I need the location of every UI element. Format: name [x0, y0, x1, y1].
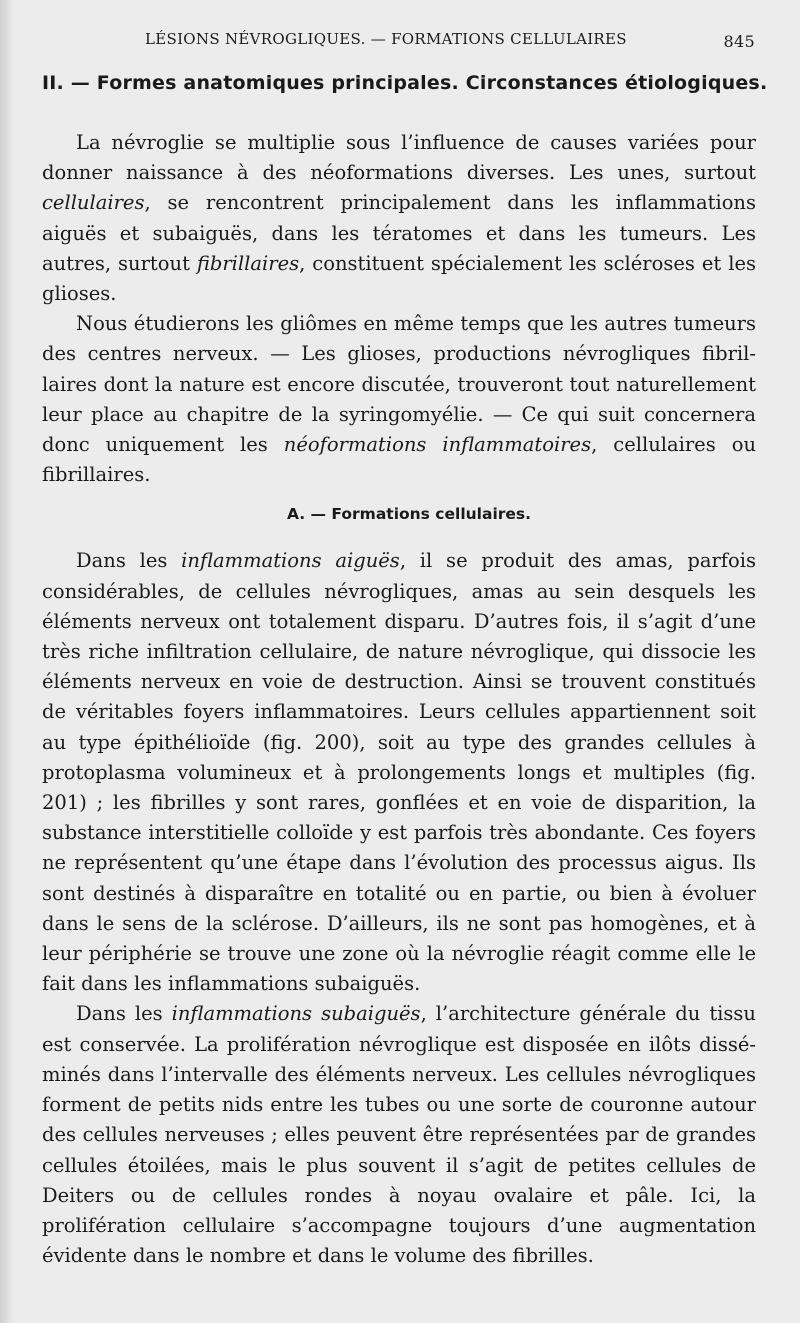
paragraph-4-text-a: Dans les: [76, 1002, 172, 1026]
paragraph-1-italic-cellulaires: cellulaires: [42, 191, 145, 215]
paragraph-2-text-a: Nous étudierons les gliômes en même temps que les autres tumeurs des centres nerveux. — Les glioses, productions névrogliques fibrillaires dont la nature est encore discutée, trouveront tout naturellement leur place au chapitre de la syringomyélie. — Ce qui suit concernera donc uniquement les: [42, 312, 756, 457]
paragraph-1-text-a: La névroglie se multiplie sous l’influence de causes variées pour donner naissance à des néoformations diverses. Les unes, surtout: [42, 131, 756, 185]
paragraph-3-text-a: Dans les: [76, 549, 182, 573]
paragraph-2-italic-neoformations: néoformations inflammatoires: [283, 433, 592, 457]
subsection-heading: A. — Formations cellulaires.: [286, 505, 532, 524]
paragraph-1-text-e: , constituent spécialement les scléroses et les glioses.: [42, 251, 756, 306]
paragraph-2-text-c: , cellulaires ou fibrillaires.: [42, 433, 757, 487]
paragraph-1-text-c: , se rencontrent principalement dans les inflammations aiguës et subaiguës, dans les tératomes et dans les tumeurs. Les autres, surtout: [42, 191, 756, 275]
paragraph-4-italic-inflammations-subaigues: inflammations subaiguës: [171, 1002, 421, 1026]
paragraph-3: [42, 546, 756, 999]
paragraph-1: [42, 128, 756, 309]
paragraph-2: [42, 309, 756, 490]
running-title: LÉSIONS NÉVROGLIQUES. — FORMATIONS CELLULAIRES: [145, 30, 627, 48]
paragraph-4: [42, 999, 756, 1271]
paragraph-1-italic-fibrillaires: fibrillaires: [196, 251, 300, 275]
page-number: 845: [723, 32, 755, 51]
section-heading: II. — Formes anatomiques principales. Circonstances étiologiques.: [42, 72, 768, 94]
paragraph-3-text-c: , il se produit des amas, parfois considérables, de cellules névrogliques, amas au sein desquels les éléments nerveux ont totalement disparu. D’autres fois, il s’agit d’une très riche infiltration cellulaire, de nature névroglique, qui dissocie les éléments nerveux en voie de destruction. Ainsi se trouvent constitués de véritables foyers inflammatoires. Leurs cellules appartiennent soit au type épithélioïde (fig. 200), soit au type des grandes cellules à protoplasma volumineux et à prolongements longs et multiples (fig. 201) ; les fibrilles y sont rares, gonflées et en voie de disparition, la substance interstitielle colloïde y est parfois très abondante. Ces foyers ne représentent qu’une étape dans l’évolution des processus aigus. Ils sont destinés à disparaître en totalité ou en partie, ou bien à évoluer dans le sens de la sclérose. D’ailleurs, ils ne sont pas homogènes, et à leur périphérie se trouve une zone où la névroglie réagit comme elle le fait dans les inflammations subaiguës.: [42, 549, 756, 996]
paragraph-3-italic-inflammations-aigues: inflammations aiguës: [181, 549, 400, 573]
running-header: [145, 30, 755, 54]
body-text: [42, 128, 756, 1271]
paragraph-4-text-c: , l’architecture générale du tissu est conservée. La prolifération névroglique est disposée en ilôts disséminés dans l’intervalle des éléments nerveux. Les cellules névrogliques forment de petits nids entre les tubes ou une sorte de couronne autour des cellules nerveuses ; elles peuvent être représentées par de grandes cellules étoilées, mais le plus souvent il s’agit de petites cellules de Deiters ou de cellules rondes à noyau ovalaire et pâle. Ici, la prolifération cellulaire s’accompagne toujours d’une augmentation évidente dans le nombre et dans le volume des fibrilles.: [42, 1002, 756, 1268]
